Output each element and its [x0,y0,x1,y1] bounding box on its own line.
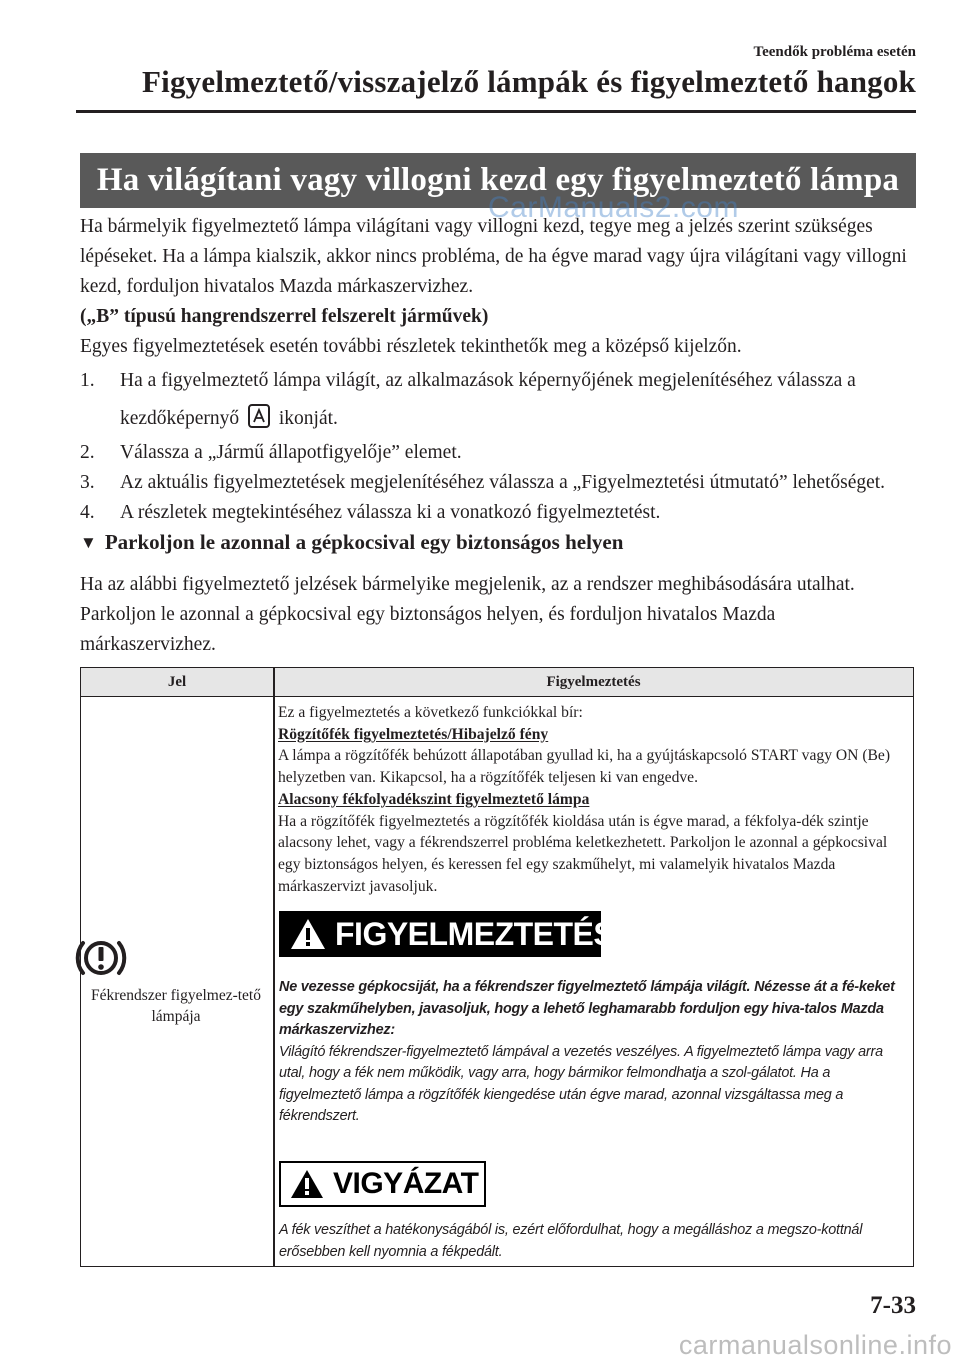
step-text: Az aktuális figyelmeztetések megjelenítéséhez válassza a „Figyelmeztetési útmutató” lehetőséget. [120,472,886,493]
step-number: 4. [80,502,95,523]
intro-paragraph: Ha bármelyik figyelmeztető lámpa világítani vagy villogni kezd, tegye meg a jelzés szerint szükséges lépéseket. Ha a lámpa kialszik, akkor nincs probléma, de ha égve marad vagy újra világítani vagy villogni kezd, forduljon hivatalos Mazda márkaszervizhez. [80,216,907,297]
b-type-heading: („B” típusú hangrendszerrel felszerelt járművek) [80,306,489,327]
warning-label-box [279,911,615,957]
subsection-title: Parkoljon le azonnal a gépkocsival egy biztonságos helyen [104,530,624,554]
step-item [80,362,916,438]
intro-block [80,212,916,528]
warning-body-text: Világító fékrendszer-figyelmeztető lámpával a vezetés veszélyes. A figyelmeztető lámpa vagy arra utal, hogy a fék nem működik, vagy arra, hogy bármikor felmondhatja a szol-gálatot. Ha a figyelmeztető lámpa a rögzítőfék kiengedése után égve marad, azonnal vizsgáltassa meg a fékrendszert. [279,1043,883,1124]
caution-label-box [279,1161,486,1207]
home-screen-icon [248,404,270,428]
section-banner: Ha világítani vagy villogni kezd egy figyelmeztető lámpa [80,153,916,208]
step-text: A részletek megtekintéséhez válassza ki a vonatkozó figyelmeztetést. [120,502,661,523]
step-text: Válassza a „Jármű állapotfigyelője” elemet. [120,442,462,463]
page-number: 7-33 [870,1292,916,1319]
step-number: 2. [80,442,95,463]
watermark: CarManuals2.com [488,191,739,224]
subsection-heading [80,530,623,555]
column-divider [273,668,275,1266]
warning-label: FIGYELMEZTETÉS [335,915,615,952]
caution-triangle-icon [289,1168,325,1200]
warning-bold-text: Ne vezesse gépkocsiját, ha a fékrendszer figyelmeztető lámpája világít. Nézesse át a fé-keket egy szakműhelyben, javasoljuk, hogy a lehető leghamarabb forduljon egy hiva-talos Mazda márkaszervizhez: [279,979,895,1038]
func2-text: Ha a rögzítőfék figyelmeztetés a rögzítőfék kioldása után is égve marad, a fékfolya-dék szintje alacsony lehet, vagy a fékrendszerrel probléma keletkezhetett. Parkoljon le azonnal a gépkocsival egy biztonságos helyen, és keressen fel egy szakműhelyt, mi valamelyik hivatalos Mazda márkaszervizt javasoljuk. [278,812,888,895]
chapter-title: Teendők probléma esetén [753,44,916,60]
header-jel: Jel [167,674,187,690]
step-item [80,498,916,528]
step-item [80,468,916,498]
header-figyelmeztetes: Figyelmeztetés [546,674,641,690]
subsection-paragraph: Ha az alábbi figyelmeztető jelzések bármelyike megjelenik, az a rendszer meghibásodására utalhat. Parkoljon le azonnal a gépkocsival egy biztonságos helyen, és forduljon hivatalos Mazda márkaszervizhez. [80,574,855,655]
func1-text: A lámpa a rögzítőfék behúzott állapotában gyullad ki, ha a gyújtáskapcsoló START vagy ON (Be) helyzetben van. Kikapcsol, ha a rögzítőfék teljesen ki van engedve. [278,747,891,787]
table-header [81,668,913,697]
step-item [80,438,916,468]
content-intro: Ez a figyelmeztetés a következő funkciókkal bír: [278,704,583,721]
func2-title: Alacsony fékfolyadékszint figyelmeztető lámpa [278,790,590,808]
warning-text-block [279,977,911,1128]
brake-warning-icon [72,936,130,980]
func1-title: Rögzítőfék figyelmeztetés/Hibajelző fény [278,725,549,743]
warning-content [278,702,910,897]
symbol-caption-text: Fékrendszer figyelmez-tető lámpája [91,987,261,1025]
step-text: Ha a figyelmeztető lámpa világít, az alkalmazások képernyőjének megjelenítéséhez válassza a kezdőképernyő [120,370,856,429]
site-watermark: carmanualsonline.info [678,1330,952,1360]
step-number: 1. [80,370,95,391]
header-rule [76,110,916,113]
symbol-caption [80,985,272,1027]
steps-list [80,362,916,528]
triangle-down-icon: ▼ [80,533,97,552]
b-type-note: Egyes figyelmeztetések esetén további részletek tekinthetők meg a középső kijelzőn. [80,336,742,357]
caution-text: A fék veszíthet a hatékonyságából is, ezért előfordulhat, hogy a megálláshoz a megszo-kottnál erősebben kell nyomnia a fékpedált. [279,1222,863,1260]
warning-triangle-icon [289,917,327,951]
step-number: 3. [80,472,95,493]
step-text-after: ikonját. [278,408,338,429]
caution-label: VIGYÁZAT [333,1167,479,1200]
section-title: Figyelmeztető/visszajelző lámpák és figyelmeztető hangok [142,64,916,99]
